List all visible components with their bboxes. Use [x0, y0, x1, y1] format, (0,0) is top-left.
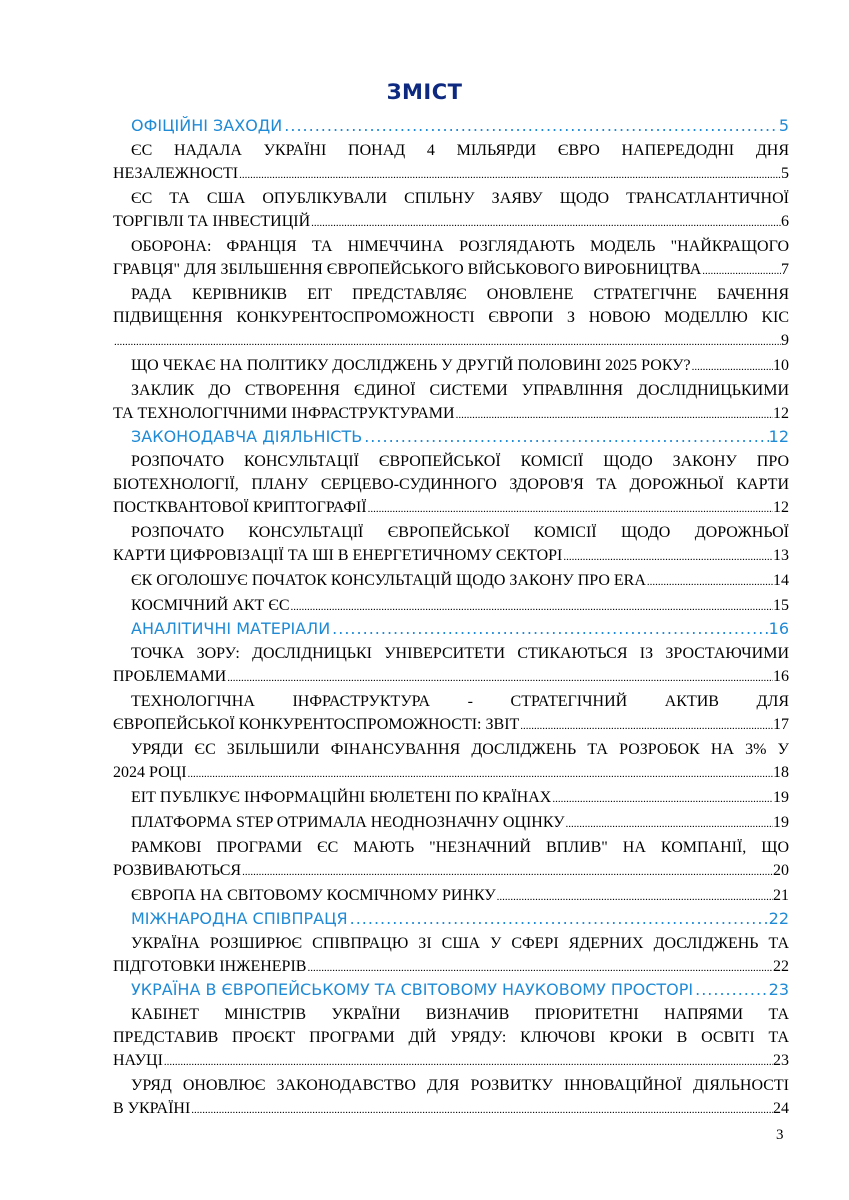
toc-entry[interactable] [113, 932, 789, 978]
dot-leader [282, 116, 779, 135]
entry-text-line: ПІДВИЩЕННЯ КОНКУРЕНТОСПРОМОЖНОСТІ ЄВРОПИ З НОВОЮ МОДЕЛЛЮ KIC [113, 309, 789, 326]
entry-last-line [113, 569, 789, 592]
dot-leader [348, 909, 769, 928]
section-page-number: 23 [768, 980, 789, 999]
toc-entry[interactable] [113, 690, 789, 736]
entry-last-line [113, 496, 789, 519]
entry-text-line: ТА ТЕХНОЛОГІЧНИМИ ІНФРАСТРУКТУРАМИ [113, 405, 455, 422]
entry-page-number: 5 [781, 165, 789, 182]
dot-leader [367, 498, 773, 521]
entry-page-number: 21 [773, 887, 789, 904]
toc-section-heading[interactable] [113, 427, 789, 450]
entry-last-line [113, 1097, 789, 1120]
entry-text-line: ТОЧКА ЗОРУ: ДОСЛІДНИЦЬКІ УНІВЕРСИТЕТИ СТИКАЮТЬСЯ ІЗ ЗРОСТАЮЧИМИ [131, 645, 789, 662]
section-page-number: 12 [768, 427, 789, 446]
dot-leader [551, 788, 773, 811]
entry-last-line [113, 761, 789, 784]
entry-text-line: ЄВРОПА НА СВІТОВОМУ КОСМІЧНОМУ РИНКУ [131, 887, 496, 904]
entry-text-line: ЄС НАДАЛА УКРАЇНІ ПОНАД 4 МІЛЬЯРДИ ЄВРО НАПЕРЕДОДНІ ДНЯ [131, 142, 789, 159]
toc-entry[interactable] [113, 521, 789, 567]
entry-text-line: УКРАЇНА РОЗШИРЮЄ СПІВПРАЦЮ ЗІ США У СФЕРІ ЯДЕРНИХ ДОСЛІДЖЕНЬ ТА [131, 935, 789, 952]
toc-entry[interactable] [113, 379, 789, 425]
entry-last-line [113, 544, 789, 567]
entry-page-number: 19 [773, 789, 789, 806]
dot-leader [290, 596, 773, 619]
entry-last-line [113, 258, 789, 281]
entry-text-line: ПРЕДСТАВИВ ПРОЄКТ ПРОГРАМИ ДІЙ УРЯДУ: КЛЮЧОВІ КРОКИ В ОСВІТІ ТА [113, 1029, 789, 1046]
toc-entry[interactable] [113, 1003, 789, 1072]
entry-text-line: ПРОБЛЕМАМИ [113, 668, 227, 685]
section-page-number: 16 [768, 619, 789, 638]
entry-last-line [113, 402, 789, 425]
entry-page-number: 23 [773, 1052, 789, 1069]
entry-page-number: 10 [773, 357, 789, 374]
entry-text-line: КОСМІЧНИЙ АКТ ЄС [131, 597, 290, 614]
entry-last-line [113, 329, 789, 352]
entry-page-number: 12 [773, 499, 789, 516]
entry-text-line: НЕЗАЛЕЖНОСТІ [113, 165, 239, 182]
entry-text-line: ЕІТ ПУБЛІКУЄ ІНФОРМАЦІЙНІ БЮЛЕТЕНІ ПО КРАЇНАХ [131, 789, 552, 806]
entry-last-line [113, 713, 789, 736]
toc-entry[interactable] [113, 235, 789, 281]
entry-page-number: 19 [773, 814, 789, 831]
section-title: АНАЛІТИЧНІ МАТЕРІАЛИ [131, 619, 331, 638]
entry-page-number: 17 [773, 716, 789, 733]
dot-leader [306, 957, 773, 980]
dot-leader [562, 546, 773, 569]
toc-entry[interactable] [113, 884, 789, 907]
entry-last-line [113, 162, 789, 185]
entry-text-line: ПОСТКВАНТОВОЇ КРИПТОГРАФІЇ [113, 499, 367, 516]
entry-text-line: В УКРАЇНІ [113, 1100, 191, 1117]
entry-page-number: 6 [781, 213, 789, 230]
toc-section-heading[interactable] [113, 619, 789, 642]
dot-leader [693, 980, 769, 999]
toc-entry[interactable] [113, 139, 789, 185]
entry-text-line: ГРАВЦЯ" ДЛЯ ЗБІЛЬШЕННЯ ЄВРОПЕЙСЬКОГО ВІЙСЬКОВОГО ВИРОБНИЦТВА [113, 261, 702, 278]
entry-last-line [113, 955, 789, 978]
entry-last-line [113, 859, 789, 882]
entry-text-line: ТЕХНОЛОГІЧНА ІНФРАСТРУКТУРА - СТРАТЕГІЧНИЙ АКТИВ ДЛЯ [131, 693, 789, 710]
entry-page-number: 16 [773, 668, 789, 685]
entry-last-line [113, 594, 789, 617]
entry-page-number: 12 [773, 405, 789, 422]
entry-text-line: ЗАКЛИК ДО СТВОРЕННЯ ЄДИНОЇ СИСТЕМИ УПРАВЛІННЯ ДОСЛІДНИЦЬКИМИ [131, 382, 789, 399]
dot-leader [496, 886, 773, 909]
entry-last-line [113, 884, 789, 907]
toc-entry[interactable] [113, 642, 789, 688]
toc-section-heading[interactable] [113, 116, 789, 139]
entry-page-number: 22 [773, 958, 789, 975]
dot-leader [455, 404, 773, 427]
entry-page-number: 13 [773, 547, 789, 564]
toc-section-heading[interactable] [113, 980, 789, 1003]
dot-leader [519, 715, 773, 738]
toc-entry[interactable] [113, 811, 789, 834]
dot-leader [226, 667, 773, 690]
entry-text-line: БІОТЕХНОЛОГІЇ, ПЛАНУ СЕРЦЕВО-СУДИННОГО ЗДОРОВ'Я ТА ДОРОЖНЬОЇ КАРТИ [113, 476, 789, 493]
section-page-number: 22 [768, 909, 789, 928]
entry-page-number: 7 [781, 261, 789, 278]
section-title: МІЖНАРОДНА СПІВПРАЦЯ [131, 909, 348, 928]
entry-text-line: РОЗПОЧАТО КОНСУЛЬТАЦІЇ ЄВРОПЕЙСЬКОЇ КОМІСІЇ ЩОДО ЗАКОНУ ПРО [131, 453, 789, 470]
toc-entry[interactable] [113, 569, 789, 592]
entry-last-line [113, 1049, 789, 1072]
dot-leader [310, 212, 781, 235]
section-title: ОФІЦІЙНІ ЗАХОДИ [131, 116, 283, 135]
dot-leader [238, 164, 781, 187]
entry-page-number: 18 [773, 764, 789, 781]
toc-entry[interactable] [113, 283, 789, 352]
dot-leader [701, 260, 781, 283]
entry-text-line: 2024 РОЦІ [113, 764, 187, 781]
dot-leader [190, 1099, 773, 1122]
entry-page-number: 24 [773, 1100, 789, 1117]
dot-leader [163, 1051, 773, 1074]
entry-text-line: ТОРГІВЛІ ТА ІНВЕСТИЦІЙ [113, 213, 311, 230]
entry-text-line: ЩО ЧЕКАЄ НА ПОЛІТИКУ ДОСЛІДЖЕНЬ У ДРУГІЙ ПОЛОВИНІ 2025 РОКУ? [131, 357, 691, 374]
entry-page-number: 20 [773, 862, 789, 879]
dot-leader [565, 813, 773, 836]
entry-text-line: РАМКОВІ ПРОГРАМИ ЄС МАЮТЬ "НЕЗНАЧНИЙ ВПЛИВ" НА КОМПАНІЇ, ЩО [131, 839, 789, 856]
toc-entry[interactable] [113, 187, 789, 233]
entry-text-line: УРЯД ОНОВЛЮЄ ЗАКОНОДАВСТВО ДЛЯ РОЗВИТКУ ІННОВАЦІЙНОЇ ДІЯЛЬНОСТІ [131, 1077, 789, 1094]
dot-leader [113, 331, 781, 354]
dot-leader [691, 356, 773, 379]
entry-page-number: 14 [773, 572, 789, 589]
section-title: УКРАЇНА В ЄВРОПЕЙСЬКОМУ ТА СВІТОВОМУ НАУКОВОМУ ПРОСТОРІ [131, 980, 694, 999]
entry-text-line: ЄК ОГОЛОШУЄ ПОЧАТОК КОНСУЛЬТАЦІЙ ЩОДО ЗАКОНУ ПРО ERA [131, 572, 646, 589]
toc-entry[interactable] [113, 594, 789, 617]
toc-entry[interactable] [113, 450, 789, 519]
entry-text-line: КАБІНЕТ МІНІСТРІВ УКРАЇНИ ВИЗНАЧИВ ПРІОРИТЕТНІ НАПРЯМИ ТА [131, 1006, 789, 1023]
entry-last-line [113, 210, 789, 233]
entry-text-line: РОЗВИВАЮТЬСЯ [113, 862, 242, 879]
entry-text-line: ЄС ТА США ОПУБЛІКУВАЛИ СПІЛЬНУ ЗАЯВУ ЩОДО ТРАНСАТЛАНТИЧНОЇ [131, 190, 789, 207]
dot-leader [187, 763, 773, 786]
entry-last-line [113, 786, 789, 809]
dot-leader [362, 427, 768, 446]
toc-title: ЗМІСТ [386, 80, 463, 104]
toc-entry[interactable] [113, 786, 789, 809]
table-of-contents [113, 116, 789, 1122]
entry-text-line: КАРТИ ЦИФРОВІЗАЦІЇ ТА ШІ В ЕНЕРГЕТИЧНОМУ СЕКТОРІ [113, 547, 563, 564]
entry-text-line: УРЯДИ ЄС ЗБІЛЬШИЛИ ФІНАНСУВАННЯ ДОСЛІДЖЕНЬ ТА РОЗРОБОК НА 3% У [131, 741, 789, 758]
toc-section-heading[interactable] [113, 909, 789, 932]
toc-entry[interactable] [113, 354, 789, 377]
dot-leader [330, 619, 768, 638]
entry-text-line: РОЗПОЧАТО КОНСУЛЬТАЦІЇ ЄВРОПЕЙСЬКОЇ КОМІСІЇ ЩОДО ДОРОЖНЬОЇ [131, 524, 789, 541]
toc-entry[interactable] [113, 738, 789, 784]
entry-text-line: ЄВРОПЕЙСЬКОЇ КОНКУРЕНТОСПРОМОЖНОСТІ: ЗВІТ [113, 716, 520, 733]
dot-leader [646, 571, 773, 594]
toc-entry[interactable] [113, 836, 789, 882]
section-page-number: 5 [778, 116, 789, 135]
section-title: ЗАКОНОДАВЧА ДІЯЛЬНІСТЬ [131, 427, 363, 446]
entry-text-line: НАУЦІ [113, 1052, 163, 1069]
entry-last-line [113, 665, 789, 688]
dot-leader [241, 861, 773, 884]
entry-last-line [113, 354, 789, 377]
entry-text-line: РАДА КЕРІВНИКІВ ЕІТ ПРЕДСТАВЛЯЄ ОНОВЛЕНЕ СТРАТЕГІЧНЕ БАЧЕННЯ [131, 286, 789, 303]
toc-entry[interactable] [113, 1074, 789, 1120]
entry-page-number: 15 [773, 597, 789, 614]
entry-text-line: ПЛАТФОРМА STEP ОТРИМАЛА НЕОДНОЗНАЧНУ ОЦІНКУ [131, 814, 565, 831]
entry-text-line: ПІДГОТОВКИ ІНЖЕНЕРІВ [113, 958, 307, 975]
page-number: 3 [776, 1127, 784, 1143]
entry-page-number: 9 [781, 332, 789, 349]
entry-text-line: ОБОРОНА: ФРАНЦІЯ ТА НІМЕЧЧИНА РОЗГЛЯДАЮТЬ МОДЕЛЬ "НАЙКРАЩОГО [131, 238, 789, 255]
entry-last-line [113, 811, 789, 834]
